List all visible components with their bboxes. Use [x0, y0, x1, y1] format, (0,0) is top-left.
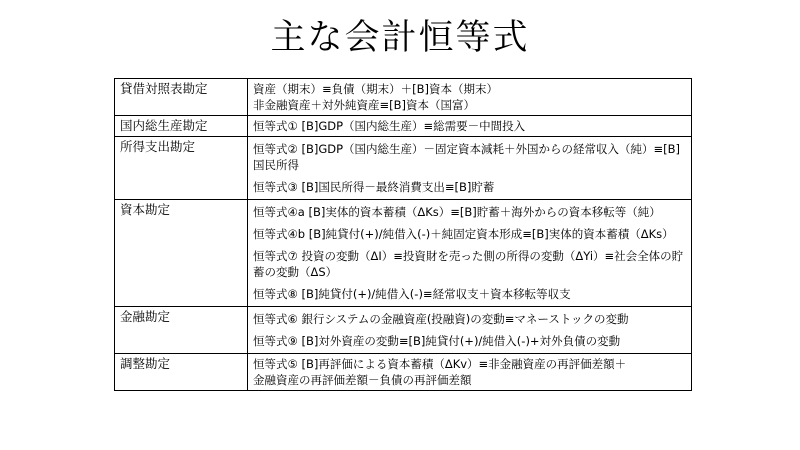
- identity-line: 非金融資産＋対外純資産≡[B]資本（国富）: [253, 98, 475, 112]
- slide-title: 主な会計恒等式: [270, 18, 530, 58]
- table-row: [115, 307, 692, 354]
- table-row: [115, 200, 692, 307]
- category-cell: 所得支出勘定: [115, 137, 248, 200]
- identity-line: 金融資産の再評価差額－負債の再評価差額: [253, 373, 472, 387]
- identity-line: 恒等式① [B]GDP（国内総生産）≡総需要－中間投入: [253, 119, 526, 133]
- identity-equation: 恒等式⑥ 銀行システムの金融資産(投融資)の変動≡マネーストックの変動: [253, 312, 629, 326]
- category-cell: 金融勘定: [115, 307, 248, 354]
- identity-equation: 恒等式③ [B]国民所得－最終消費支出≡[B]貯蓄: [253, 180, 495, 194]
- identity-equation: 恒等式⑨ [B]対外資産の変動≡[B]純貸付(+)/純借入(-)+対外負債の変動: [253, 334, 621, 348]
- content-cell: [248, 79, 692, 116]
- identity-equation: 恒等式⑦ 投資の変動（ΔI）≡投資財を売った側の所得の変動（ΔYi）≡社会全体の貯蓄の変動（ΔS）: [253, 249, 684, 279]
- identity-equation: 恒等式② [B]GDP（国内総生産）－固定資本減耗＋外国からの経常収入（純）≡[B]国民所得: [253, 142, 681, 172]
- accounting-identities-table: [114, 78, 692, 391]
- table-row: [115, 116, 692, 137]
- category-cell: 調整勘定: [115, 354, 248, 391]
- category-cell: 貸借対照表勘定: [115, 79, 248, 116]
- table-row: [115, 354, 692, 391]
- table-row: [115, 79, 692, 116]
- content-cell: [248, 116, 692, 137]
- category-cell: 国内総生産勘定: [115, 116, 248, 137]
- content-cell: [248, 137, 692, 200]
- identity-equation: 恒等式④a [B]実体的資本蓄積（ΔKs）≡[B]貯蓄＋海外からの資本移転等（純）: [253, 205, 661, 219]
- table-row: [115, 137, 692, 200]
- content-cell: [248, 200, 692, 307]
- content-cell: [248, 307, 692, 354]
- identity-equation: 恒等式⑧ [B]純貸付(+)/純借入(-)≡経常収支＋資本移転等収支: [253, 287, 571, 301]
- identity-line: 資産（期末）≡負債（期末）＋[B]資本（期末）: [253, 82, 498, 96]
- category-cell: 資本勘定: [115, 200, 248, 307]
- identity-line: 恒等式⑤ [B]再評価による資本蓄積（ΔKv）≡非金融資産の再評価差額＋: [253, 357, 627, 371]
- content-cell: [248, 354, 692, 391]
- identity-equation: 恒等式④b [B]純貸付(+)/純借入(-)＋純固定資本形成≡[B]実体的資本蓄積（ΔKs）: [253, 227, 674, 241]
